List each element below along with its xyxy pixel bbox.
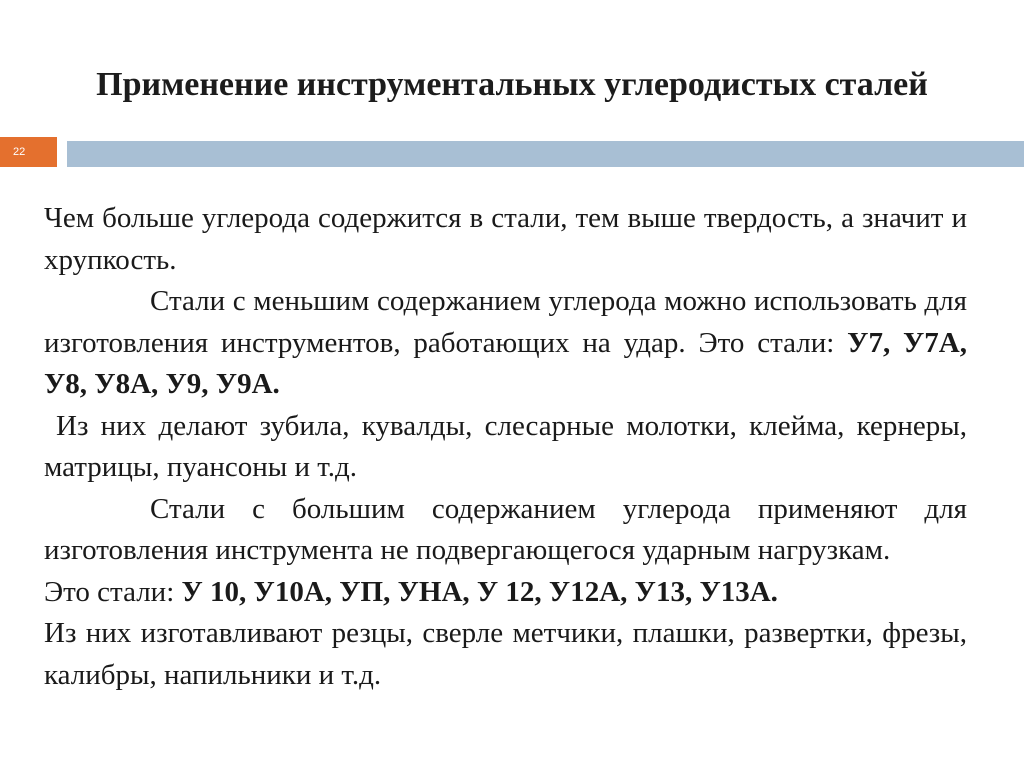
paragraph-cutting-tools [44,613,967,696]
steel-grades-low-carbon: У7, У7А, У8, У8А, У9, У9А. [44,326,967,400]
slide-title: Применение инструментальных углеродистых сталей [96,66,928,103]
slide-body [44,198,967,696]
paragraph-text: Стали с меньшим содержанием углерода можно использовать для изготовления инструментов, работающих на удар. Это стали: [44,285,967,359]
paragraph-text: Из них делают зубила, кувалды, слесарные молотки, клейма, кернеры, матрицы, пуансоны и т.д. [44,409,967,483]
paragraph-impact-tools [44,406,967,489]
paragraph-text: Из них изготавливают резцы, сверле метчики, плашки, развертки, фрезы, калибры, напильники и т.д. [44,617,967,691]
paragraph-high-carbon [44,489,967,572]
paragraph-text: Это стали: [44,575,182,608]
title-separator-bar [67,141,1024,167]
paragraph-text: Стали с большим содержанием углерода применяют для изготовления инструмента не подвергающегося ударным нагрузкам. [44,492,967,566]
paragraph-carbon-hardness [44,198,967,281]
steel-grades-high-carbon: У 10, У10А, УП, УНА, У 12, У12А, У13, У13А. [181,575,778,608]
paragraph-low-carbon [44,281,967,406]
paragraph-text: Чем больше углерода содержится в стали, тем выше твердость, а значит и хрупкость. [44,202,967,276]
page-number-badge: 22 [0,137,57,167]
paragraph-high-carbon-grades [44,572,967,614]
